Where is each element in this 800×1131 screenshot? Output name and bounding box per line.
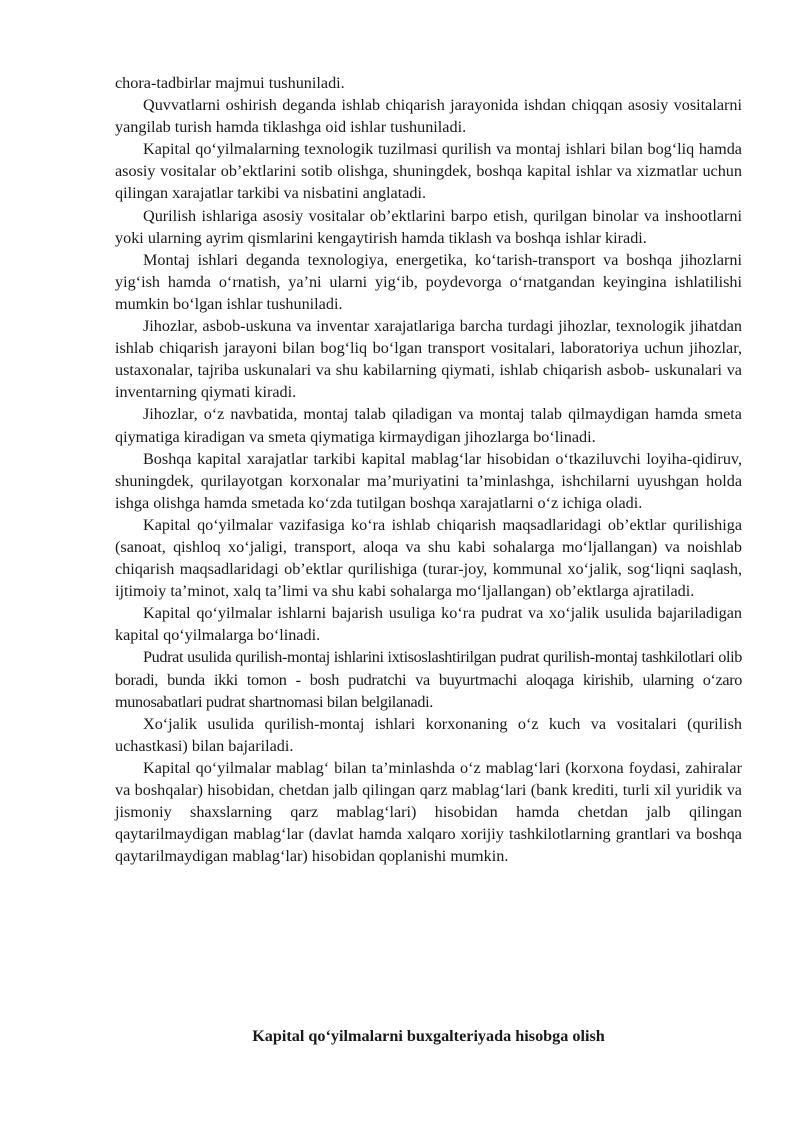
document-body [115,72,742,867]
paragraph: Kapital qo‘yilmalar vazifasiga ko‘ra ishlab chiqarish maqsadlaridagi ob’ektlar qurilishiga (sanoat, qishloq xo‘jaligi, transport, aloqa va shu kabi sohalarga mo‘ljallangan) va noishlab chiqarish maqsadlaridagi ob’ektlar qurilishiga (turar-joy, kommunal xo‘jalik, sog‘liqni saqlash, ijtimoiy ta’minot, xalq ta’limi va shu kabi sohalarga mo‘ljallangan) ob’ektlarga ajratiladi. [115,515,742,601]
section-heading: Kapital qo‘yilmalarni buxgalteriyada hisobga olish [252,1027,605,1045]
paragraph: Xo‘jalik usulida qurilish-montaj ishlari korxonaning o‘z kuch va vositalari (qurilish uchastkasi) bilan bajariladi. [115,714,742,755]
paragraph: Jihozlar, asbob-uskuna va inventar xarajatlariga barcha turdagi jihozlar, texnologik jihatdan ishlab chiqarish jarayoni bilan bog‘liq bo‘lgan transport vositalari, laboratoriya uchun jihozlar, ustaxonalar, tajriba uskunalari va shu kabilarning qiymati, ishlab chiqarish asbob- uskunalari va inventarning qiymati kiradi. [115,317,742,402]
paragraph: Boshqa kapital xarajatlar tarkibi kapital mablag‘lar hisobidan o‘tkaziluvchi loyiha-qidiruv, shuningdek, qurilayotgan korxonalar ma’muriyatini ta’minlashga, ishchilarni uyushgan holda ishga olishga hamda smetada ko‘zda tutilgan boshqa xarajatlarni o‘z ichiga oladi. [115,449,742,512]
paragraph: Pudrat usulida qurilish-montaj ishlarini ixtisoslashtirilgan pudrat qurilish-montaj tashkilotlari olib boradi, bunda ikki tomon - bosh pudratchi va buyurtmachi aloqaga kirishib, ularning o‘zaro munosabatlari pudrat shartnomasi bilan belgilanadi. [115,648,742,711]
paragraph: Kapital qo‘yilmalar mablag‘ bilan ta’minlashda o‘z mablag‘lari (korxona foydasi, zahiralar va boshqalar) hisobidan, chetdan jalb qilingan qarz mablag‘lari (bank krediti, turli xil yuridik va jismoniy shaxslarning qarz mablag‘lari) hisobidan hamda chetdan jalb qilingan qaytarilmaydigan mablag‘lar (davlat hamda xalqaro xorijiy tashkilotlarning grantlari va boshqa qaytarilmaydigan mablag‘lar) hisobidan qoplanishi mumkin. [115,758,742,866]
paragraph: Jihozlar, o‘z navbatida, montaj talab qiladigan va montaj talab qilmaydigan hamda smeta qiymatiga kiradigan va smeta qiymatiga kirmaydigan jihozlarga bo‘linadi. [115,405,742,446]
paragraph: Quvvatlarni oshirish deganda ishlab chiqarish jarayonida ishdan chiqqan asosiy vositalarni yangilab turish hamda tiklashga oid ishlar tushuniladi. [115,96,742,137]
paragraph: Kapital qo‘yilmalarning texnologik tuzilmasi qurilish va montaj ishlari bilan bog‘liq hamda asosiy vositalar ob’ektlarini sotib olishga, shuningdek, boshqa kapital ishlar va xizmatlar uchun qilingan xarajatlar tarkibi va nisbatini anglatadi. [115,140,742,203]
paragraph: Kapital qo‘yilmalar ishlarni bajarish usuliga ko‘ra pudrat va xo‘jalik usulida bajariladigan kapital qo‘yilmalarga bo‘linadi. [115,604,742,645]
paragraph: Qurilish ishlariga asosiy vositalar ob’ektlarini barpo etish, qurilgan binolar va inshootlarni yoki ularning ayrim qismlarini kengaytirish hamda tiklash va boshqa ishlar kiradi. [115,206,742,247]
paragraph: Montaj ishlari deganda texnologiya, energetika, ko‘tarish-transport va boshqa jihozlarni yig‘ish hamda o‘rnatish, ya’ni ularni yig‘ib, poydevorga o‘rnatgandan keyingina ishlatilishi mumkin bo‘lgan ishlar tushuniladi. [115,250,742,313]
paragraph-continuation: chora-tadbirlar majmui tushuniladi. [115,74,345,92]
